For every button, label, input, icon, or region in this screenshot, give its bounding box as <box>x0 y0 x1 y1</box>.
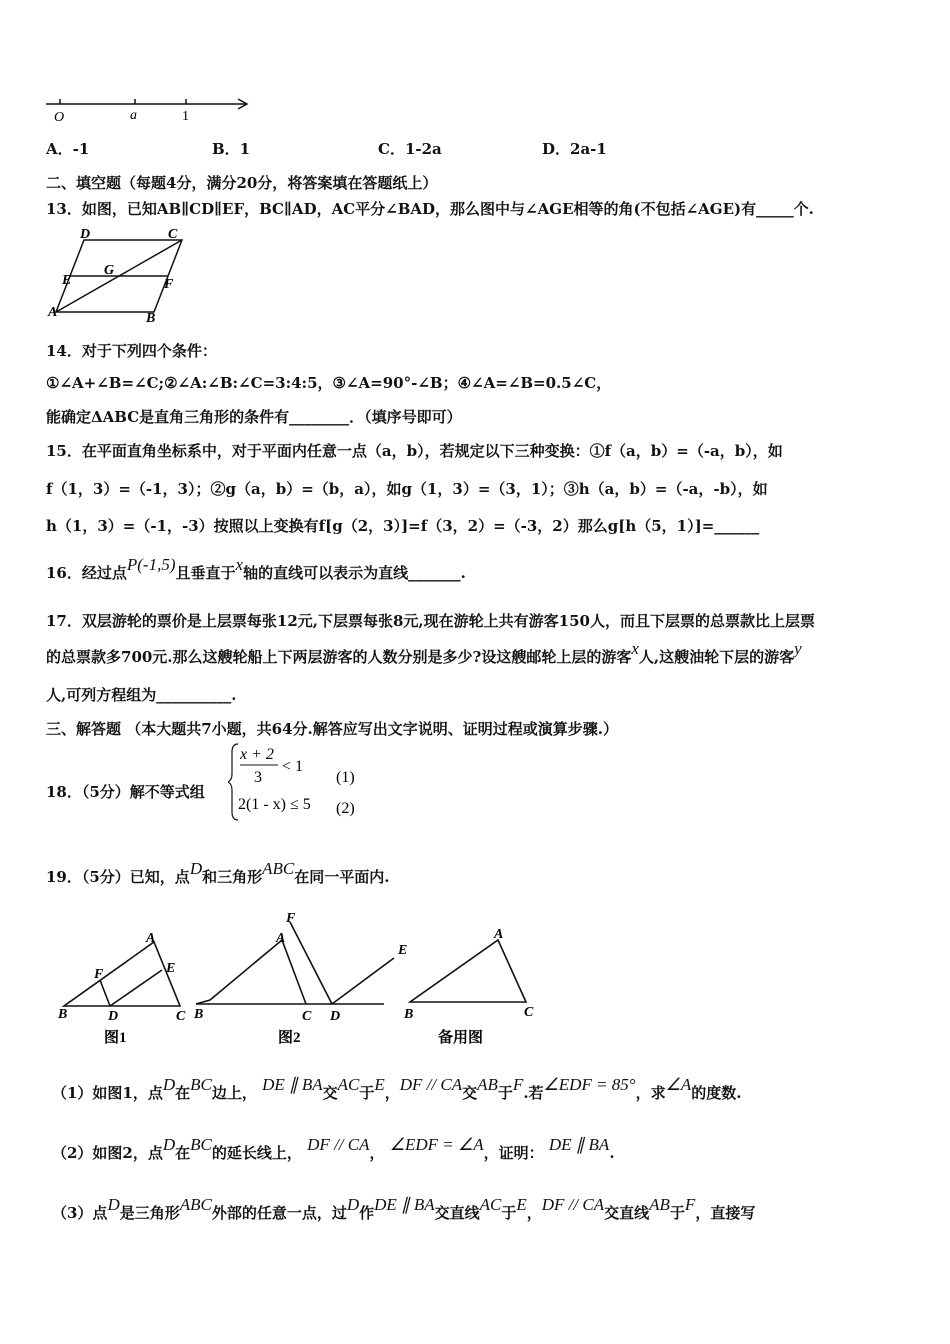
q17-line2-a: 的总票款多700元.那么这艘轮船上下两层游客的人数分别是多少?设这艘邮轮上层的游客 <box>46 648 632 666</box>
q19-part1-ab: AB <box>477 1075 498 1094</box>
fig3-label-c: C <box>524 1005 534 1020</box>
q12-option-b: B．1 <box>212 140 251 158</box>
q17-var-y: y <box>794 639 802 658</box>
q17-var-x: x <box>631 639 639 658</box>
q19-part2-t4: ， <box>369 1144 385 1162</box>
q19-part1-t10: ，求 <box>635 1084 666 1102</box>
fig1-label-e: E <box>166 961 176 976</box>
fig2-label-d: D <box>330 1009 341 1024</box>
fig1-label-c: C <box>176 1009 186 1024</box>
q19-part2-t6: . <box>609 1144 615 1162</box>
q17-line1: 17．双层游轮的票价是上层票每张12元,下层票每张8元,现在游轮上共有游客150人，而且下层票的总票款比上层票 <box>46 612 815 630</box>
q13-label-d: D <box>80 228 91 242</box>
q18-tag2: (2) <box>336 800 355 817</box>
q19-part1-bc: BC <box>190 1075 212 1094</box>
q19-part1-t6: ， <box>384 1084 400 1102</box>
q19-part2-t2: 在 <box>175 1144 191 1162</box>
q12-option-a: A．-1 <box>46 140 90 158</box>
q12-option-d: D．2a-1 <box>542 140 607 158</box>
fig1-label-d: D <box>108 1009 119 1024</box>
q18-inequality-system <box>228 742 378 822</box>
q19-part3-t9: 于 <box>669 1204 685 1222</box>
q18-ineq1-rhs: < 1 <box>282 758 304 775</box>
q19-part2-t1: （2）如图2，点 <box>52 1144 163 1162</box>
q19-part1-angle: ∠EDF = 85° <box>543 1075 636 1094</box>
q18-tag1: (1) <box>336 769 355 786</box>
fig3-label-a: A <box>494 927 504 942</box>
q19-part2-d: D <box>162 1135 176 1154</box>
q14-line2: ①∠A+∠B=∠C;②∠A:∠B:∠C=3:4:5，③∠A=90°-∠B；④∠A=∠B=0.5∠C， <box>46 374 612 392</box>
q17-line2-b: 人,这艘油轮下层的游客 <box>638 648 795 666</box>
q19-part2-df-ca: DF // CA <box>307 1135 370 1154</box>
q16-var: x <box>235 555 244 574</box>
q18-prefix: 18．（5分）解不等式组 <box>46 783 205 801</box>
fig2-label-f: F <box>286 911 296 926</box>
q19-part1-t8: 于 <box>497 1084 513 1102</box>
q13-label-g: G <box>104 263 115 278</box>
q19-part2-t3: 的延长线上， <box>211 1144 302 1162</box>
q18-ineq1-numerator: x + 2 <box>240 746 274 763</box>
q16-prefix: 16．经过点 <box>46 564 127 582</box>
q19-part1-t5: 于 <box>359 1084 375 1102</box>
section2-heading: 二、填空题（每题4分，满分20分，将答案填在答题纸上） <box>46 174 438 192</box>
numberline-label-one: 1 <box>182 109 189 124</box>
q19-prefix: 19．（5分）已知，点 <box>46 868 190 886</box>
q19-mid: 和三角形 <box>202 868 263 886</box>
q19-part1 <box>52 1075 742 1103</box>
q19-part3 <box>52 1195 756 1223</box>
fig3-label-b: B <box>404 1007 414 1022</box>
q19-part3-t2: 是三角形 <box>119 1204 180 1222</box>
q15-line3: h（1，3）=（-1，-3）按照以上变换有f[g（2，3）]=f（3，2）=（-3，2）那么g[h（5，1）]=______ <box>46 517 760 535</box>
q16-text <box>46 555 466 583</box>
q19-part1-t9: .若 <box>523 1084 544 1102</box>
q19-part3-df-ca: DF // CA <box>541 1195 605 1214</box>
q19-part3-t7: ， <box>526 1204 542 1222</box>
q19-part1-e: E <box>374 1075 385 1094</box>
q19-part3-d2: D <box>346 1195 360 1214</box>
q13-label-e: E <box>62 273 72 288</box>
q19-part3-t4: 作 <box>359 1204 375 1222</box>
q19-part3-de-ba: DE ∥ BA <box>374 1195 435 1214</box>
fig1-label-f: F <box>94 967 104 982</box>
q13-label-f: F <box>164 277 174 292</box>
q19-part2-bc: BC <box>190 1135 212 1154</box>
q19-var-d: D <box>189 859 203 878</box>
q19-part1-df-ca: DF // CA <box>399 1075 463 1094</box>
q19-part2-de-ba: DE ∥ BA <box>548 1135 610 1154</box>
q13-text: 13．如图，已知AB∥CD∥EF，BC∥AD，AC平分∠BAD，那么图中与∠AGE相等的角(不包括∠AGE)有_____个. <box>46 200 814 218</box>
numberline-label-origin: O <box>54 110 65 125</box>
q19-part1-de-ba: DE ∥ BA <box>262 1075 323 1094</box>
q17-line2 <box>46 639 802 667</box>
fig1-label-b: B <box>58 1007 68 1022</box>
numberline-label-a: a <box>130 108 137 123</box>
q19-part3-ab: AB <box>649 1195 670 1214</box>
q19-part1-t3: 边上， <box>211 1084 257 1102</box>
q17-line3: 人,可列方程组为__________. <box>46 686 237 704</box>
q19-part1-d: D <box>162 1075 176 1094</box>
q14-line1: 14．对于下列四个条件： <box>46 342 217 360</box>
q19-part1-ac: AC <box>337 1075 360 1094</box>
q19-part1-anga: ∠A <box>665 1075 692 1094</box>
q19-part3-t10: ，直接写 <box>695 1204 756 1222</box>
q13-label-c: C <box>168 228 178 242</box>
q16-mid: 且垂直于 <box>175 564 236 582</box>
q19-part3-t3: 外部的任意一点，过 <box>211 1204 347 1222</box>
q16-suffix: 轴的直线可以表示为直线_______. <box>243 564 466 582</box>
q19-var-abc: ABC <box>262 859 295 878</box>
q18-ineq1-denominator: 3 <box>254 769 262 786</box>
q13-label-a: A <box>48 305 58 320</box>
q19-part3-ac: AC <box>479 1195 502 1214</box>
q19-figures <box>50 910 550 1048</box>
fig2-label-b: B <box>194 1007 204 1022</box>
number-line-figure <box>40 92 260 126</box>
q14-line3: 能确定ΔABC是直角三角形的条件有________．（填序号即可） <box>46 408 462 426</box>
q19-part1-t2: 在 <box>175 1084 191 1102</box>
q19-part2-t5: ，证明： <box>483 1144 544 1162</box>
q19-part3-d: D <box>107 1195 120 1214</box>
fig2-label-c: C <box>302 1009 312 1024</box>
q15-line2: f（1，3）=（-1，3）；②g（a，b）=（b，a），如g（1，3）=（3，1）；③h（a，b）=（-a，-b），如 <box>46 480 768 498</box>
fig1-caption: 图1 <box>104 1030 127 1046</box>
q13-figure <box>44 228 194 324</box>
q19-part3-t6: 于 <box>501 1204 517 1222</box>
q15-line1: 15．在平面直角坐标系中，对于平面内任意一点（a，b），若规定以下三种变换：①f（a，b）=（-a，b），如 <box>46 442 783 460</box>
q19-part3-e: E <box>516 1195 527 1214</box>
fig2-label-e: E <box>398 943 408 958</box>
fig2-label-a: A <box>276 931 286 946</box>
q19-part2 <box>52 1135 615 1163</box>
fig2-caption: 图2 <box>278 1030 301 1046</box>
q19-part1-f: F <box>512 1075 524 1094</box>
fig3-caption: 备用图 <box>438 1030 484 1046</box>
q19-part3-t8: 交直线 <box>604 1204 650 1222</box>
q16-point: P(-1,5) <box>126 555 176 574</box>
q18-ineq2: 2(1 - x) ≤ 5 <box>238 796 311 813</box>
section3-heading: 三、解答题 （本大题共7小题，共64分.解答应写出文字说明、证明过程或演算步骤.） <box>46 720 618 738</box>
q19-part1-t11: 的度数. <box>691 1084 742 1102</box>
q19-intro <box>46 859 390 887</box>
q19-part1-t7: 交 <box>462 1084 478 1102</box>
q19-part1-t1: （1）如图1，点 <box>52 1084 163 1102</box>
q13-label-b: B <box>146 311 156 324</box>
q19-part2-angle: ∠EDF = ∠A <box>389 1135 484 1154</box>
q19-suffix: 在同一平面内. <box>294 868 390 886</box>
q19-part3-t1: （3）点 <box>52 1204 108 1222</box>
q19-part1-t4: 交 <box>322 1084 338 1102</box>
q19-part3-t5: 交直线 <box>434 1204 480 1222</box>
q19-part3-f: F <box>684 1195 696 1214</box>
q19-part3-abc: ABC <box>179 1195 212 1214</box>
q12-option-c: C．1-2a <box>378 140 442 158</box>
fig1-label-a: A <box>146 931 156 946</box>
